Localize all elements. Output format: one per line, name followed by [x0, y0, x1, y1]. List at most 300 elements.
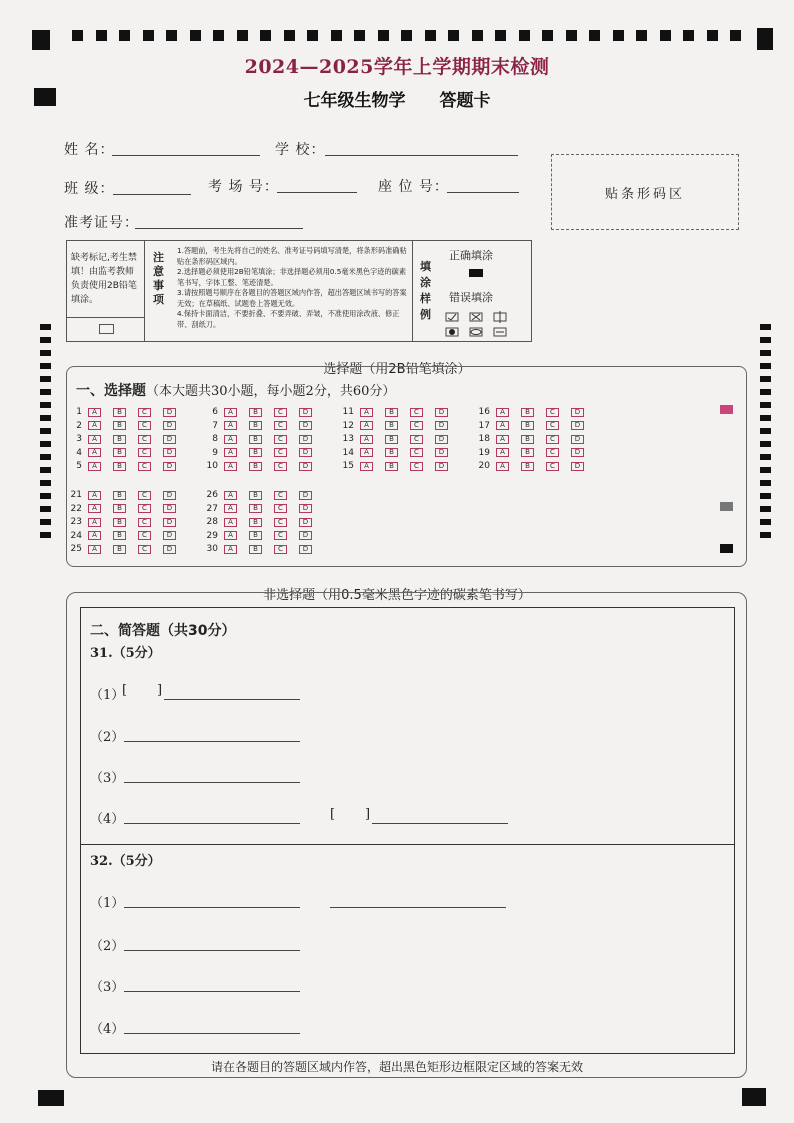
mc-option-bubble[interactable]: A	[224, 545, 237, 554]
mc-option-bubble[interactable]: D	[163, 462, 176, 471]
timing-mark	[166, 30, 177, 41]
mc-option-bubble[interactable]: A	[496, 435, 509, 444]
timing-mark	[40, 493, 51, 499]
mc-title-row	[76, 380, 395, 400]
mc-option-bubble[interactable]: D	[571, 435, 584, 444]
timing-mark	[448, 30, 459, 41]
mc-option-bubble[interactable]: D	[435, 421, 448, 430]
mc-question-row	[336, 407, 460, 417]
mc-question-number: 8	[212, 434, 218, 444]
timing-mark	[613, 30, 624, 41]
corner-mark-tl	[32, 30, 50, 50]
q32-item-3-label: （3）	[90, 980, 125, 995]
mc-option-bubble[interactable]: D	[299, 462, 312, 471]
notice-item: 2.选择题必须使用2B铅笔填涂；非选择题必须用0.5毫米黑色字迹的碳素笔书写，字体工整、笔迹清楚。	[177, 267, 407, 287]
mc-option-bubble[interactable]: B	[249, 531, 262, 540]
mc-question-number: 11	[342, 407, 354, 417]
mc-option-bubble[interactable]: C	[274, 518, 287, 527]
mc-option-bubble[interactable]: A	[88, 518, 101, 527]
mc-option-bubble[interactable]: D	[571, 462, 584, 471]
mc-title: 一、选择题	[76, 383, 146, 399]
mc-option-bubble[interactable]: C	[546, 448, 559, 457]
name-label: 姓 名：	[64, 142, 115, 158]
mc-option-bubble[interactable]: C	[138, 545, 151, 554]
mc-option-bubble[interactable]: A	[496, 462, 509, 471]
mc-option-bubble[interactable]: C	[274, 545, 287, 554]
timing-mark	[401, 30, 412, 41]
timing-mark	[760, 350, 771, 356]
mc-question-row	[200, 531, 324, 541]
wrong-fill-icons	[445, 311, 525, 341]
correct-fill-label: 正确填涂	[449, 249, 493, 262]
mc-question-row	[64, 544, 188, 554]
mc-question-number: 10	[206, 461, 218, 471]
mc-question-row	[336, 461, 460, 471]
notice-list	[177, 246, 407, 330]
mc-option-bubble[interactable]: D	[163, 435, 176, 444]
q31-item-1-label: （1）	[90, 688, 125, 703]
absent-mark-box[interactable]	[99, 324, 114, 334]
mc-option-bubble[interactable]: B	[521, 435, 534, 444]
mc-question-row	[472, 434, 596, 444]
mc-option-bubble[interactable]: C	[546, 421, 559, 430]
mc-option-bubble[interactable]: A	[360, 408, 373, 417]
mc-question-row	[64, 490, 188, 500]
corner-mark-bl	[38, 1090, 64, 1106]
mc-question-number: 28	[206, 517, 218, 527]
mc-option-bubble[interactable]: B	[249, 504, 262, 513]
mc-option-bubble[interactable]: B	[249, 545, 262, 554]
mc-option-bubble[interactable]: C	[138, 531, 151, 540]
mc-option-bubble[interactable]: A	[224, 448, 237, 457]
footer-note: 请在各题目的答题区域内作答，超出黑色矩形边框限定区域的答案无效	[210, 1060, 583, 1074]
seat-label: 座 位 号：	[378, 179, 449, 195]
mc-question-number: 7	[212, 420, 218, 431]
mc-option-bubble[interactable]: D	[163, 408, 176, 417]
notice-item: 4.保持卡面清洁，不要折叠、不要弄破、弄皱，不准使用涂改液、修正带、刮纸刀。	[177, 309, 400, 329]
timing-mark	[542, 30, 553, 41]
mc-option-bubble[interactable]: B	[521, 408, 534, 417]
mc-option-bubble[interactable]: A	[224, 491, 237, 500]
mc-option-bubble[interactable]: D	[299, 421, 312, 430]
mc-option-bubble[interactable]: C	[546, 435, 559, 444]
mc-option-bubble[interactable]: A	[224, 408, 237, 417]
mc-question-number: 21	[70, 490, 82, 500]
mc-option-bubble[interactable]: B	[521, 462, 534, 471]
mc-option-bubble[interactable]: D	[163, 545, 176, 554]
mc-option-bubble[interactable]: A	[88, 421, 101, 430]
mc-option-bubble[interactable]: C	[274, 408, 287, 417]
mc-question-row	[336, 434, 460, 444]
q32-item-2-line[interactable]	[124, 950, 300, 951]
q31-item-4-bracket-close: ]	[365, 807, 371, 822]
mc-question-row	[200, 448, 324, 458]
mc-option-bubble[interactable]: A	[88, 448, 101, 457]
timing-mark	[40, 532, 51, 538]
mc-option-bubble[interactable]: D	[299, 491, 312, 500]
timing-mark	[284, 30, 295, 41]
mc-question-number: 13	[342, 434, 354, 444]
mc-option-bubble[interactable]: A	[224, 421, 237, 430]
mc-option-bubble[interactable]: C	[274, 448, 287, 457]
school-label: 学 校：	[275, 142, 326, 158]
q31-item-1-line[interactable]	[164, 699, 300, 700]
answer-divider	[80, 844, 735, 845]
mc-option-bubble[interactable]: C	[546, 462, 559, 471]
mc-question-number: 9	[212, 447, 218, 458]
answer-box	[80, 607, 735, 1054]
mc-option-bubble[interactable]: C	[274, 435, 287, 444]
mc-question-row	[200, 434, 324, 444]
mc-option-bubble[interactable]: D	[299, 545, 312, 554]
name-field[interactable]	[112, 155, 260, 156]
mc-option-bubble[interactable]: A	[88, 435, 101, 444]
mc-option-bubble[interactable]: A	[88, 531, 101, 540]
mc-option-bubble[interactable]: B	[113, 518, 126, 527]
mc-option-bubble[interactable]: A	[496, 448, 509, 457]
mc-option-bubble[interactable]: B	[385, 462, 398, 471]
mc-question-number: 30	[206, 544, 218, 554]
mc-option-bubble[interactable]: C	[274, 531, 287, 540]
q31-label: 31.（5分）	[90, 646, 161, 661]
mc-option-bubble[interactable]: D	[299, 531, 312, 540]
mc-option-bubble[interactable]: A	[224, 504, 237, 513]
mc-option-bubble[interactable]: A	[88, 504, 101, 513]
mc-option-bubble[interactable]: C	[274, 504, 287, 513]
timing-mark	[760, 428, 771, 434]
mc-option-bubble[interactable]: C	[274, 421, 287, 430]
barcode-area[interactable]: 贴条形码区	[551, 154, 739, 230]
mc-question-number: 6	[212, 407, 218, 417]
mc-option-bubble[interactable]: D	[435, 408, 448, 417]
timing-mark	[40, 415, 51, 421]
mc-option-bubble[interactable]: B	[249, 462, 262, 471]
mc-option-bubble[interactable]: C	[410, 448, 423, 457]
sync-mark-black	[720, 544, 733, 553]
mc-question-row	[64, 531, 188, 541]
timing-mark	[40, 324, 51, 330]
mc-option-bubble[interactable]: B	[113, 408, 126, 417]
mc-option-bubble[interactable]: D	[299, 448, 312, 457]
timing-mark	[119, 30, 130, 41]
mc-question-number: 19	[478, 447, 490, 458]
q31-item-4-label: （4）	[90, 812, 125, 827]
mc-option-bubble[interactable]: D	[571, 448, 584, 457]
school-field[interactable]	[325, 155, 518, 156]
room-label: 考 场 号：	[208, 179, 279, 195]
mc-question-row	[64, 448, 188, 458]
mc-option-bubble[interactable]: A	[88, 462, 101, 471]
timing-mark	[260, 30, 271, 41]
mc-option-bubble[interactable]: B	[113, 504, 126, 513]
mc-option-bubble[interactable]: D	[299, 504, 312, 513]
mc-question-number: 16	[478, 407, 490, 417]
mc-option-bubble[interactable]: B	[249, 408, 262, 417]
timing-mark	[40, 389, 51, 395]
mc-option-bubble[interactable]: C	[138, 518, 151, 527]
mc-option-bubble[interactable]: B	[113, 421, 126, 430]
mc-question-row	[472, 448, 596, 458]
timing-mark	[354, 30, 365, 41]
mc-option-bubble[interactable]: C	[274, 462, 287, 471]
timing-mark	[425, 30, 436, 41]
timing-mark	[683, 30, 694, 41]
mc-option-bubble[interactable]: A	[88, 408, 101, 417]
q31-item-3-line[interactable]	[124, 782, 300, 783]
mc-option-bubble[interactable]: D	[435, 462, 448, 471]
timing-mark	[636, 30, 647, 41]
mc-option-bubble[interactable]: B	[385, 448, 398, 457]
wrong-fill-samples	[445, 311, 525, 345]
timing-mark	[72, 30, 83, 41]
q32-item-4-line[interactable]	[124, 1033, 300, 1034]
mc-option-bubble[interactable]: C	[410, 435, 423, 444]
mc-question-row	[200, 421, 324, 431]
mc-option-bubble[interactable]: B	[385, 435, 398, 444]
timing-mark	[760, 337, 771, 343]
notice-item: 1.答题前，考生先将自己的姓名、准考证号码填写清楚，将条形码准确粘贴在条形码区域内。	[177, 246, 407, 266]
q31-item-4-line-b[interactable]	[372, 823, 508, 824]
mc-question-number: 23	[70, 517, 82, 527]
mc-option-bubble[interactable]: D	[435, 435, 448, 444]
timing-mark	[707, 30, 718, 41]
timing-mark	[495, 30, 506, 41]
mc-question-number: 5	[76, 461, 82, 471]
mc-question-row	[336, 448, 460, 458]
mc-question-number: 17	[478, 420, 490, 431]
mc-option-bubble[interactable]: A	[360, 435, 373, 444]
q31-item-4-bracket-open: [	[330, 807, 336, 822]
mc-option-bubble[interactable]: A	[360, 421, 373, 430]
timing-mark	[40, 506, 51, 512]
mc-option-bubble[interactable]: D	[571, 421, 584, 430]
q31-item-3-label: （3）	[90, 771, 125, 786]
mc-option-bubble[interactable]: C	[138, 435, 151, 444]
mc-question-row	[64, 504, 188, 514]
mc-question-row	[472, 461, 596, 471]
corner-mark-br	[742, 1088, 766, 1106]
mc-option-bubble[interactable]: D	[299, 408, 312, 417]
timing-mark	[40, 467, 51, 473]
q31-item-4-line[interactable]	[124, 823, 300, 824]
mc-option-bubble[interactable]: B	[113, 462, 126, 471]
q32-item-1-label: （1）	[90, 896, 125, 911]
mc-option-bubble[interactable]: A	[224, 518, 237, 527]
timing-mark	[237, 30, 248, 41]
timing-mark	[760, 402, 771, 408]
mc-option-bubble[interactable]: D	[163, 518, 176, 527]
mc-question-number: 18	[478, 434, 490, 444]
mc-option-bubble[interactable]: C	[546, 408, 559, 417]
mc-option-bubble[interactable]: C	[138, 462, 151, 471]
exam-no-label: 准考证号：	[64, 215, 139, 231]
mc-question-number: 2	[76, 420, 82, 431]
timing-mark	[331, 30, 342, 41]
mc-option-bubble[interactable]: D	[571, 408, 584, 417]
mc-option-bubble[interactable]: D	[435, 448, 448, 457]
mc-question-number: 14	[342, 447, 354, 458]
correct-fill-sample	[469, 269, 483, 277]
mc-question-number: 24	[70, 530, 82, 541]
mc-option-bubble[interactable]: D	[163, 448, 176, 457]
mc-option-bubble[interactable]: D	[163, 491, 176, 500]
q32-item-1-line-b[interactable]	[330, 907, 506, 908]
nmc-title: 二、简答题（共30分）	[90, 623, 236, 639]
mc-option-bubble[interactable]: B	[385, 408, 398, 417]
mc-option-bubble[interactable]: C	[410, 462, 423, 471]
mc-option-bubble[interactable]: C	[410, 408, 423, 417]
timing-mark	[472, 30, 483, 41]
mc-option-bubble[interactable]: C	[138, 421, 151, 430]
mc-option-bubble[interactable]: A	[496, 421, 509, 430]
mc-question-row	[200, 517, 324, 527]
timing-mark	[760, 467, 771, 473]
q32-item-3-line[interactable]	[124, 991, 300, 992]
q32-item-1-line[interactable]	[124, 907, 300, 908]
mc-option-bubble[interactable]: B	[249, 435, 262, 444]
mc-option-bubble[interactable]: A	[360, 462, 373, 471]
mc-option-bubble[interactable]: D	[163, 531, 176, 540]
notes-box	[66, 240, 532, 342]
mc-option-bubble[interactable]: B	[113, 491, 126, 500]
mc-question-number: 27	[206, 503, 218, 514]
timing-mark	[760, 519, 771, 525]
mc-question-row	[200, 461, 324, 471]
timing-mark	[40, 480, 51, 486]
mc-option-bubble[interactable]: B	[113, 545, 126, 554]
mc-desc: （本大题共30小题，每小题2分，共60分）	[146, 384, 396, 399]
mc-option-bubble[interactable]: A	[224, 462, 237, 471]
sync-mark-pink	[720, 405, 733, 414]
mc-option-bubble[interactable]: D	[299, 518, 312, 527]
mc-option-bubble[interactable]: B	[113, 435, 126, 444]
timing-mark	[40, 454, 51, 460]
timing-mark	[40, 441, 51, 447]
mc-option-bubble[interactable]: B	[521, 448, 534, 457]
timing-mark	[566, 30, 577, 41]
timing-mark	[760, 389, 771, 395]
mc-option-bubble[interactable]: A	[224, 531, 237, 540]
class-label: 班 级：	[64, 181, 115, 197]
mc-question-row	[472, 421, 596, 431]
timing-mark	[730, 30, 741, 41]
exam-no-field[interactable]	[135, 228, 303, 229]
room-field[interactable]	[277, 192, 357, 193]
mc-question-row	[64, 517, 188, 527]
timing-mark	[307, 30, 318, 41]
mc-option-bubble[interactable]: A	[88, 545, 101, 554]
mc-option-bubble[interactable]: A	[224, 435, 237, 444]
class-field[interactable]	[113, 194, 191, 195]
mc-section-header: 选择题（用2B铅笔填涂）	[0, 358, 794, 377]
mc-question-number: 3	[76, 434, 82, 444]
mc-option-bubble[interactable]: C	[138, 491, 151, 500]
nmc-section-header: 非选择题（用0.5毫米黑色字迹的碳素笔书写）	[0, 584, 794, 603]
mc-option-bubble[interactable]: B	[249, 421, 262, 430]
mc-question-number: 26	[206, 490, 218, 500]
mc-option-bubble[interactable]: D	[163, 504, 176, 513]
mc-option-bubble[interactable]: C	[138, 504, 151, 513]
mc-question-number: 4	[76, 447, 82, 458]
mc-question-number: 20	[478, 461, 490, 471]
mc-question-row	[472, 407, 596, 417]
card-subtitle: 七年级生物学 答题卡	[303, 91, 491, 111]
mc-option-bubble[interactable]: D	[299, 435, 312, 444]
mc-option-bubble[interactable]: B	[249, 448, 262, 457]
timing-mark	[589, 30, 600, 41]
timing-mark	[660, 30, 671, 41]
mc-question-number: 25	[70, 544, 82, 554]
mc-question-row	[64, 461, 188, 471]
mc-question-number: 15	[342, 461, 354, 471]
mc-question-row	[200, 504, 324, 514]
mc-option-bubble[interactable]: A	[496, 408, 509, 417]
mc-option-bubble[interactable]: C	[138, 448, 151, 457]
timing-mark	[760, 480, 771, 486]
mc-question-row	[200, 544, 324, 554]
mc-option-bubble[interactable]: C	[410, 421, 423, 430]
timing-mark	[760, 506, 771, 512]
timing-mark	[40, 337, 51, 343]
mc-option-bubble[interactable]: B	[249, 491, 262, 500]
mc-question-row	[200, 407, 324, 417]
timing-mark	[96, 30, 107, 41]
mc-option-bubble[interactable]: B	[521, 421, 534, 430]
timing-mark	[40, 428, 51, 434]
q32-item-4-label: （4）	[90, 1022, 125, 1037]
q32-item-2-label: （2）	[90, 939, 125, 954]
timing-mark	[760, 493, 771, 499]
timing-mark	[40, 402, 51, 408]
timing-mark	[760, 415, 771, 421]
mc-option-bubble[interactable]: C	[138, 408, 151, 417]
mc-question-number: 12	[342, 420, 354, 431]
q31-item-2-line[interactable]	[124, 741, 300, 742]
mc-question-row	[64, 434, 188, 444]
mc-question-row	[336, 421, 460, 431]
timing-mark	[40, 519, 51, 525]
fill-sample-title: 填涂样例	[420, 260, 431, 321]
timing-mark	[190, 30, 201, 41]
mc-question-row	[64, 407, 188, 417]
absent-note: 缺考标记,考生禁填！由监考教师负责使用2B铅笔填涂。	[71, 253, 137, 305]
card-title: 2024—2025学年上学期期末检测	[244, 56, 550, 78]
notice-item: 3.请按照题号顺序在各题目的答题区域内作答，超出答题区域书写的答案无效；在草稿纸、试题卷上答题无效。	[177, 288, 407, 308]
mc-question-number: 22	[70, 503, 82, 514]
seat-field[interactable]	[447, 192, 519, 193]
mc-question-row	[64, 421, 188, 431]
wrong-fill-label: 错误填涂	[449, 291, 493, 304]
mc-question-row	[200, 490, 324, 500]
q31-item-2-label: （2）	[90, 730, 125, 745]
timing-mark	[760, 441, 771, 447]
mc-option-bubble[interactable]: B	[113, 531, 126, 540]
mc-option-bubble[interactable]: C	[274, 491, 287, 500]
mc-option-bubble[interactable]: B	[385, 421, 398, 430]
mc-question-number: 1	[76, 407, 82, 417]
mc-option-bubble[interactable]: B	[249, 518, 262, 527]
mc-option-bubble[interactable]: D	[163, 421, 176, 430]
mc-question-number: 29	[206, 530, 218, 541]
timing-mark	[40, 350, 51, 356]
timing-mark	[760, 324, 771, 330]
mc-option-bubble[interactable]: A	[360, 448, 373, 457]
mc-option-bubble[interactable]: B	[113, 448, 126, 457]
q31-item-1-bracket-close: ]	[157, 683, 163, 698]
mc-option-bubble[interactable]: A	[88, 491, 101, 500]
timing-mark	[213, 30, 224, 41]
q32-label: 32.（5分）	[90, 854, 161, 869]
